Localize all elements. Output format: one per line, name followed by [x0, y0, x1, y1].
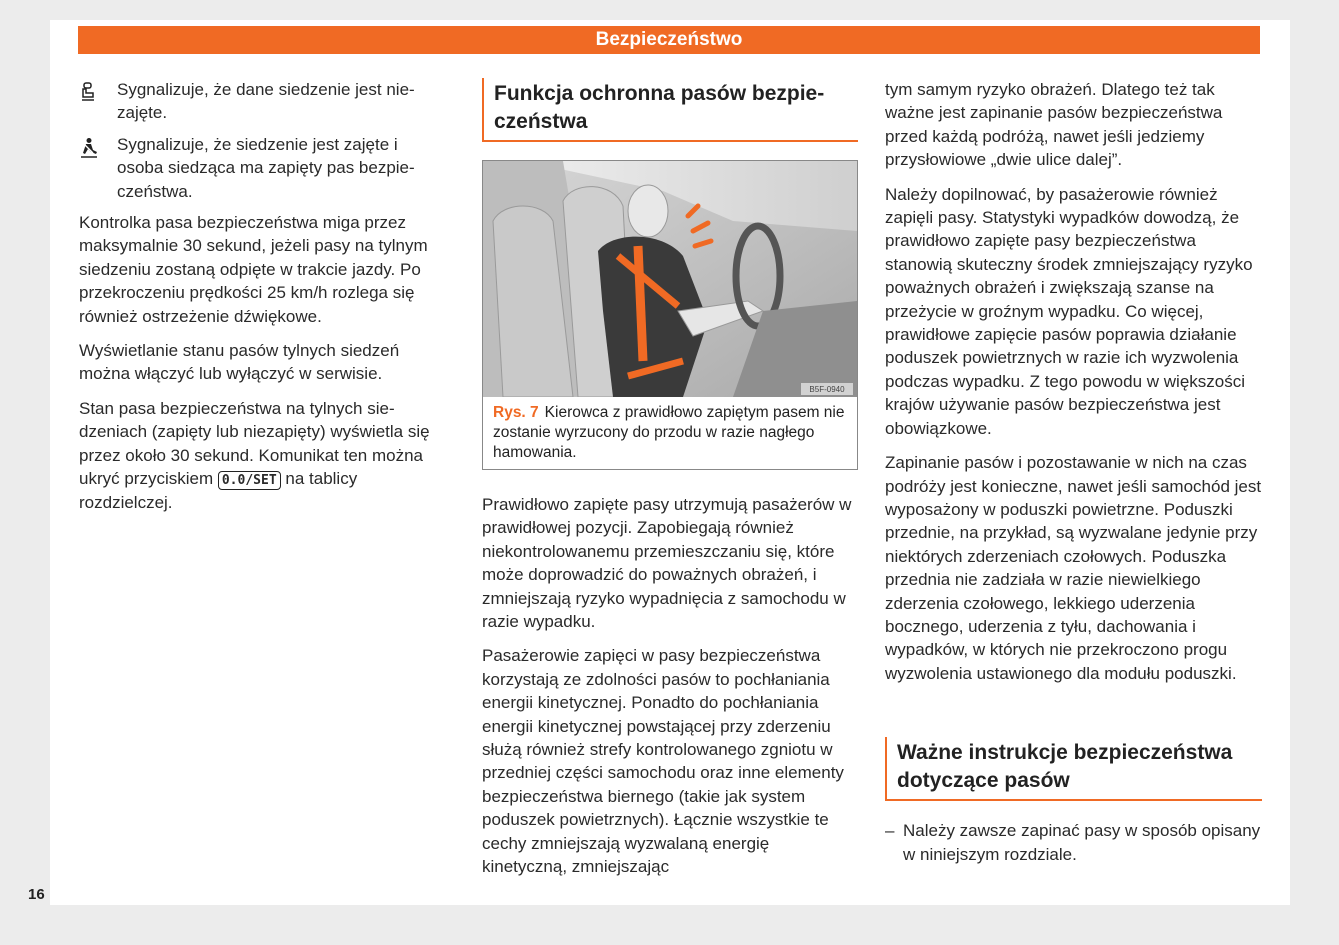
heading-accent-line: [885, 737, 887, 801]
column-1: [79, 78, 444, 525]
paragraph: Wyświetlanie stanu pasów tylnych siedzeń można włączyć lub wyłączyć w serwisie.: [79, 341, 400, 384]
figure-code: B5F-0940: [809, 385, 845, 394]
paragraph: Zapinanie pasów i pozostawanie w nich na czas podróży jest konieczne, nawet jeśli samochód jest wyposażony w poduszki powietrzne. Poduszki przednie, na przykład, są wyzwalane jedynie przy niektórych zderzeniach czołowych. Poduszka przednia nie zadziała w razie niewielkiego zderzenia czołowego, lekkiego uderzenia bocznego, uderzenia z tyłu, dachowania i wypadków, w których nie przekroczono progu wyzwolenia ustawionego dla modułu poduszki.: [885, 453, 1262, 683]
section-heading: [482, 78, 858, 142]
icon-item-text: Sygnalizuje, że siedzenie jest zajęte i osoba siedząca ma zapięty pas bezpieczeństwa.: [117, 134, 415, 201]
column-2: [482, 78, 858, 890]
chapter-header: Bezpieczeństwo: [78, 26, 1260, 54]
paragraph: tym samym ryzyko obrażeń. Dlatego też tak ważne jest zapinanie pasów bezpieczeństwa przed każdą podróżą, nawet jeśli jedziemy przysłowiowe „dwie ulice dalej”.: [885, 80, 1223, 170]
list-item-text: Należy zawsze zapinać pasy w sposób opisany w niniejszym rozdziale.: [903, 821, 1261, 864]
seat-icon: [79, 78, 117, 108]
icon-item-seat-belted: [79, 133, 444, 203]
list-item: [885, 819, 1262, 866]
section-title: Ważne instrukcje bezpieczeństwa dotyczące pasów: [885, 737, 1262, 801]
paragraph: Prawidłowo zapięte pasy utrzymują pasażerów w prawidłowej pozycji. Zapobiegają również niekontrolowanemu przemieszczaniu się, które może doprowadzić do poważnych obrażeń, i zmniejszają ryzyko wypadnięcia z samochodu w razie wypadku.: [482, 495, 852, 632]
seatbelt-passenger-icon: [79, 133, 117, 165]
paragraph: Kontrolka pasa bezpieczeństwa miga przez maksymalnie 30 sekund, jeżeli pasy na tylnym siedzeniu zostaną odpięte w trakcie jazdy. Po przekroczeniu prędkości 25 km/h rozlega się również ostrzeżenie dźwiękowe.: [79, 213, 428, 326]
figure-box: [482, 160, 858, 470]
paragraph: [79, 397, 444, 514]
column-3: [885, 78, 1262, 866]
heading-accent-line: [482, 78, 484, 142]
figure-caption: [483, 397, 857, 469]
list-dash: –: [885, 821, 895, 841]
paragraph-text: Stan pasa bezpieczeństwa na tylnych siedzeniach (zapięty lub niezapięty) wyświetla się przez około 30 sekund. Komunikat ten można ukryć przyciskiem: [79, 398, 430, 489]
caption-text: Kierowca z prawidłowo zapiętym pasem nie zostanie wyrzucony do przodu w razie nagłego hamowania.: [493, 404, 845, 461]
icon-item-seat-empty: [79, 78, 444, 125]
driver-seatbelt-illustration: [483, 161, 857, 397]
section-title: Funkcja ochronna pasów bezpieczeństwa: [482, 78, 858, 142]
paragraph: Pasażerowie zapięci w pasy bezpieczeństwa korzystają ze zdolności pasów to pochłaniania energii kinetycznej. Ponadto do pochłaniania energii kinetycznej powstającej przy zderzeniu służą również strefy kontrolowanego zgniotu w przedniej części samochodu oraz inne elementy bezpieczeństwa biernego (takie jak system poduszek powietrznych). Łącznie wszystkie te cechy zmniejszają wyzwalaną energię kinetyczną, zmniejszając: [482, 646, 844, 877]
set-key-symbol: 0.0/SET: [218, 471, 281, 490]
section-heading: [885, 737, 1262, 801]
paragraph: Należy dopilnować, by pasażerowie również zapięli pasy. Statystyki wypadków dowodzą, że prawidłowo zapięte pasy bezpieczeństwa stanowią skuteczny środek zmniejszający ryzyko poważnych obrażeń i zwiększają szanse na przeżycie w groźnym wypadku. Co więcej, prawidłowe zapięcie pasów poprawia działanie poduszek powietrznych w razie ich wyzwolenia podczas wypadku. Z tego powodu w większości krajów używanie pasów bezpieczeństwa jest obowiązkowe.: [885, 184, 1253, 438]
caption-label: Rys. 7: [493, 404, 539, 421]
icon-item-text: Sygnalizuje, że dane siedzenie jest niezajęte.: [117, 80, 415, 123]
page-number: 16: [28, 886, 45, 903]
paragraph-text: na tablicy rozdzielczej.: [79, 469, 358, 512]
